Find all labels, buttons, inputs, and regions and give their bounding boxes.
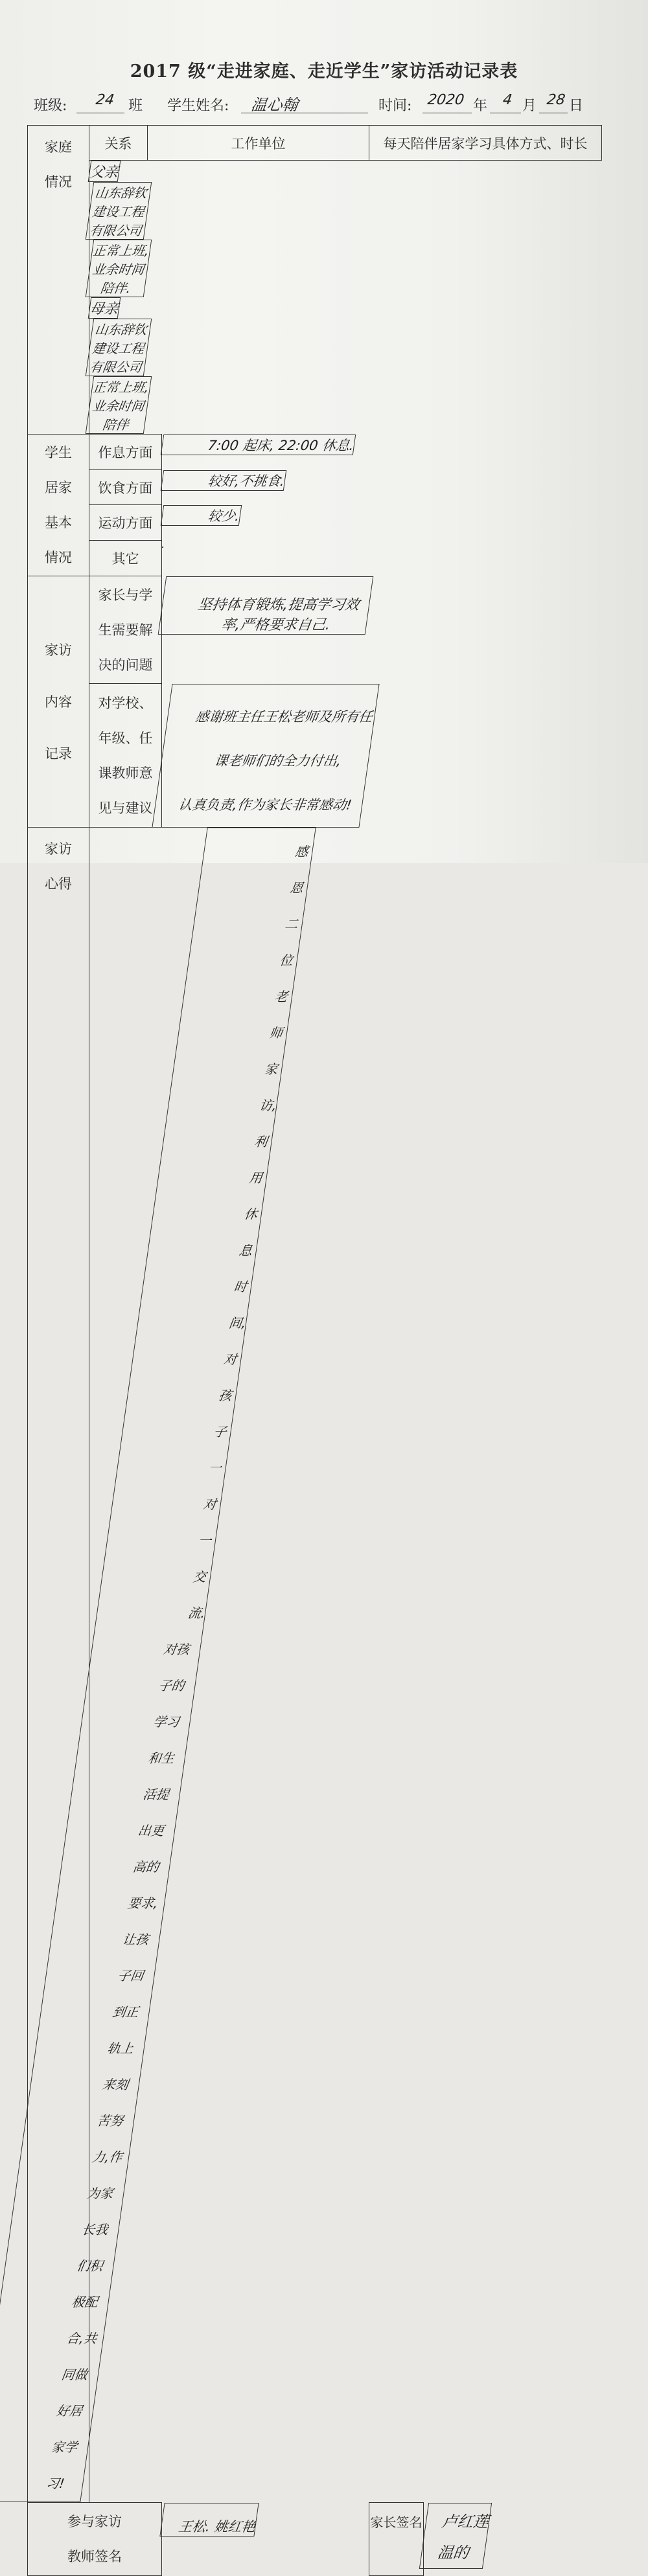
- experience-label: 家访 心得: [28, 828, 89, 2503]
- other-value: [162, 547, 163, 548]
- teacher-signature-label: 参与家访 教师签名: [28, 2503, 162, 2576]
- experience-row: [28, 828, 602, 2503]
- year-suffix: 年: [473, 98, 488, 114]
- student-row: [28, 470, 602, 505]
- family-row: [28, 161, 602, 298]
- schedule-label: 作息方面: [89, 435, 162, 470]
- student-row: [28, 435, 602, 470]
- class-value: 24: [95, 92, 115, 108]
- signature-row: [28, 2503, 602, 2576]
- date-label: 时间:: [378, 98, 412, 114]
- student-section-label: 学生 居家 基本 情况: [28, 435, 89, 576]
- employer-column-header: 工作单位: [148, 126, 369, 161]
- month-value: 4: [502, 92, 513, 108]
- other-label: 其它: [89, 541, 162, 576]
- visit-record-table: [27, 125, 602, 2576]
- visit-section-label: 家访 内容 记录: [28, 576, 89, 828]
- day-suffix: 日: [569, 98, 584, 114]
- accompany-cell: 正常上班,业余时间陪伴.: [86, 240, 152, 297]
- suggestions-label: 对学校、 年级、任 课教师意 见与建议: [89, 684, 162, 828]
- parent-signature: 卢红莲 温的: [419, 2503, 492, 2569]
- suggestions-value: 感谢班主任王松老师及所有任课老师们的全力付出, 认真负责,作为家长非常感动!: [152, 684, 379, 828]
- relation-cell: 母亲: [88, 297, 121, 319]
- visit-row: [28, 684, 602, 828]
- student-row: [28, 505, 602, 541]
- family-row: [28, 297, 602, 435]
- schedule-value: 7:00 起床, 22:00 休息.: [161, 435, 356, 455]
- accompany-cell: 正常上班,业余时间陪伴: [86, 376, 152, 434]
- class-label: 班级:: [34, 98, 67, 114]
- month-suffix: 月: [522, 98, 537, 114]
- employer-cell: 山东辞钦建设工程有限公司: [86, 319, 152, 376]
- parent-signature-label: 家长签名: [369, 2503, 424, 2576]
- student-name-value: 温心翰: [249, 96, 299, 114]
- problems-label: 家长与学 生需要解 决的问题: [89, 576, 162, 684]
- relation-cell: 父亲: [88, 161, 121, 182]
- student-name-label: 学生姓名:: [167, 98, 229, 114]
- accompany-column-header: 每天陪伴居家学习具体方式、时长: [369, 126, 602, 161]
- diet-value: 较好,不挑食.: [161, 470, 287, 491]
- experience-value: 感恩二位老师家访,利用休息时间,对孩子一对一交流. 对孩子的学习和生活提出更高的要求,让孩子回到正轨上来刻苦努 力,作为家长我们积极配合,共同做好居家学习!: [0, 828, 316, 2502]
- exercise-value: 较少.: [161, 505, 242, 526]
- day-value: 28: [546, 92, 566, 108]
- exercise-label: 运动方面: [89, 505, 162, 541]
- year-value: 2020: [426, 92, 465, 108]
- diet-label: 饮食方面: [89, 470, 162, 505]
- family-header-row: [28, 126, 602, 161]
- class-suffix: 班: [128, 98, 143, 114]
- employer-cell: 山东辞钦建设工程有限公司: [86, 182, 152, 240]
- teacher-signature: 王松. 姚红艳: [159, 2503, 259, 2536]
- relation-column-header: 关系: [89, 126, 148, 161]
- visit-row: [28, 576, 602, 684]
- student-row: [28, 541, 602, 576]
- family-section-label: 家庭 情况: [28, 126, 89, 435]
- problems-value: 坚持体育锻炼,提高学习效率,严格要求自己.: [158, 576, 373, 635]
- form-title: 2017 级“走进家庭、走近学生”家访活动记录表: [130, 62, 518, 82]
